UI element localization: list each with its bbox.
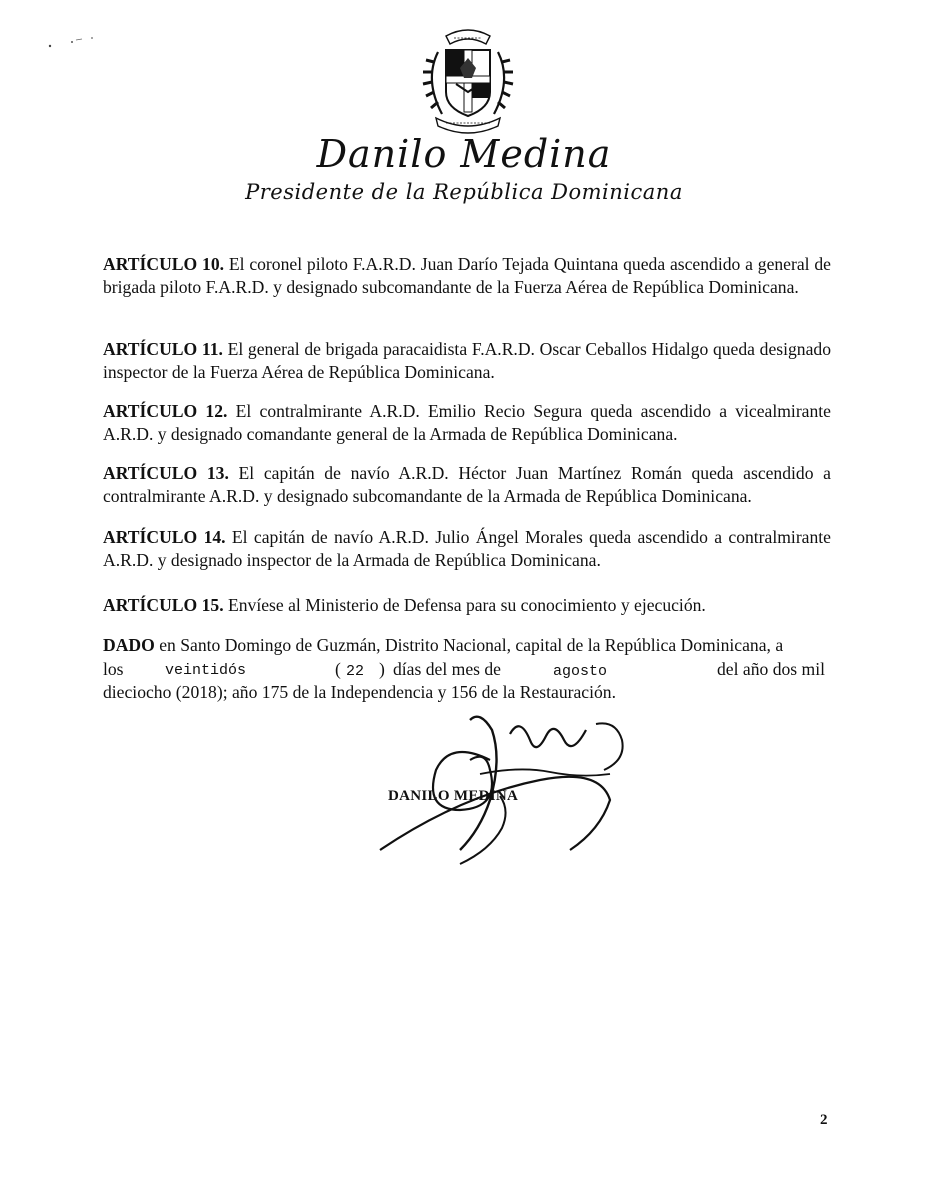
coat-of-arms-icon (416, 22, 520, 136)
president-title-subheading: Presidente de la República Dominicana (245, 180, 683, 204)
article-label: ARTÍCULO 13. (103, 463, 229, 483)
dado-place-text: en Santo Domingo de Guzmán, Distrito Nacional, capital de la República Dominicana, a (159, 635, 784, 655)
article-14 (103, 526, 831, 572)
article-label: ARTÍCULO 11. (103, 339, 223, 359)
article-text: Envíese al Ministerio de Defensa para su conocimiento y ejecución. (228, 595, 706, 615)
president-name-heading: Danilo Medina (316, 132, 612, 176)
dado-day-words: veintidós (165, 662, 247, 679)
article-10 (103, 253, 831, 299)
scan-speck-icon (42, 34, 102, 54)
article-label: ARTÍCULO 15. (103, 595, 224, 615)
article-12 (103, 400, 831, 446)
dado-day-number: 22 (346, 663, 365, 680)
article-text: El capitán de navío A.R.D. Héctor Juan Martínez Román queda ascendido a contralmirante A.R.D. y designado subcomandante de la Armada de República Dominicana. (103, 463, 831, 506)
dado-year-text: dieciocho (2018); año 175 de la Independencia y 156 de la Restauración. (103, 682, 616, 702)
dado-los: los (103, 659, 124, 679)
dado-month: agosto (553, 663, 608, 680)
article-text: El coronel piloto F.A.R.D. Juan Darío Tejada Quintana queda ascendido a general de brigada piloto F.A.R.D. y designado subcomandante de la Fuerza Aérea de República Dominicana. (103, 254, 831, 297)
signer-name: DANILO MEDINA (388, 788, 519, 804)
page-number: 2 (820, 1112, 828, 1128)
article-15 (103, 594, 831, 617)
dado-year-prefix: del año dos mil (717, 659, 825, 679)
article-text: El capitán de navío A.R.D. Julio Ángel Morales queda ascendido a contralmirante A.R.D. y designado inspector de la Armada de República Dominicana. (103, 527, 831, 570)
dado-days-of-month: días del mes de (393, 659, 501, 679)
article-label: ARTÍCULO 10. (103, 254, 225, 274)
article-label: ARTÍCULO 14. (103, 527, 226, 547)
dado-paren-close: ) (379, 659, 385, 679)
article-text: El contralmirante A.R.D. Emilio Recio Segura queda ascendido a vicealmirante A.R.D. y designado comandante general de la Armada de República Dominicana. (103, 401, 831, 444)
dado-paren-open: ( (335, 659, 341, 679)
article-11 (103, 338, 831, 384)
article-13 (103, 462, 831, 508)
article-text: El general de brigada paracaidista F.A.R.D. Oscar Ceballos Hidalgo queda designado inspector de la Fuerza Aérea de República Dominicana. (103, 339, 831, 382)
dado-line-1 (103, 634, 831, 657)
article-label: ARTÍCULO 12. (103, 401, 228, 421)
dado-label: DADO (103, 635, 155, 655)
dado-line-2 (103, 658, 831, 681)
